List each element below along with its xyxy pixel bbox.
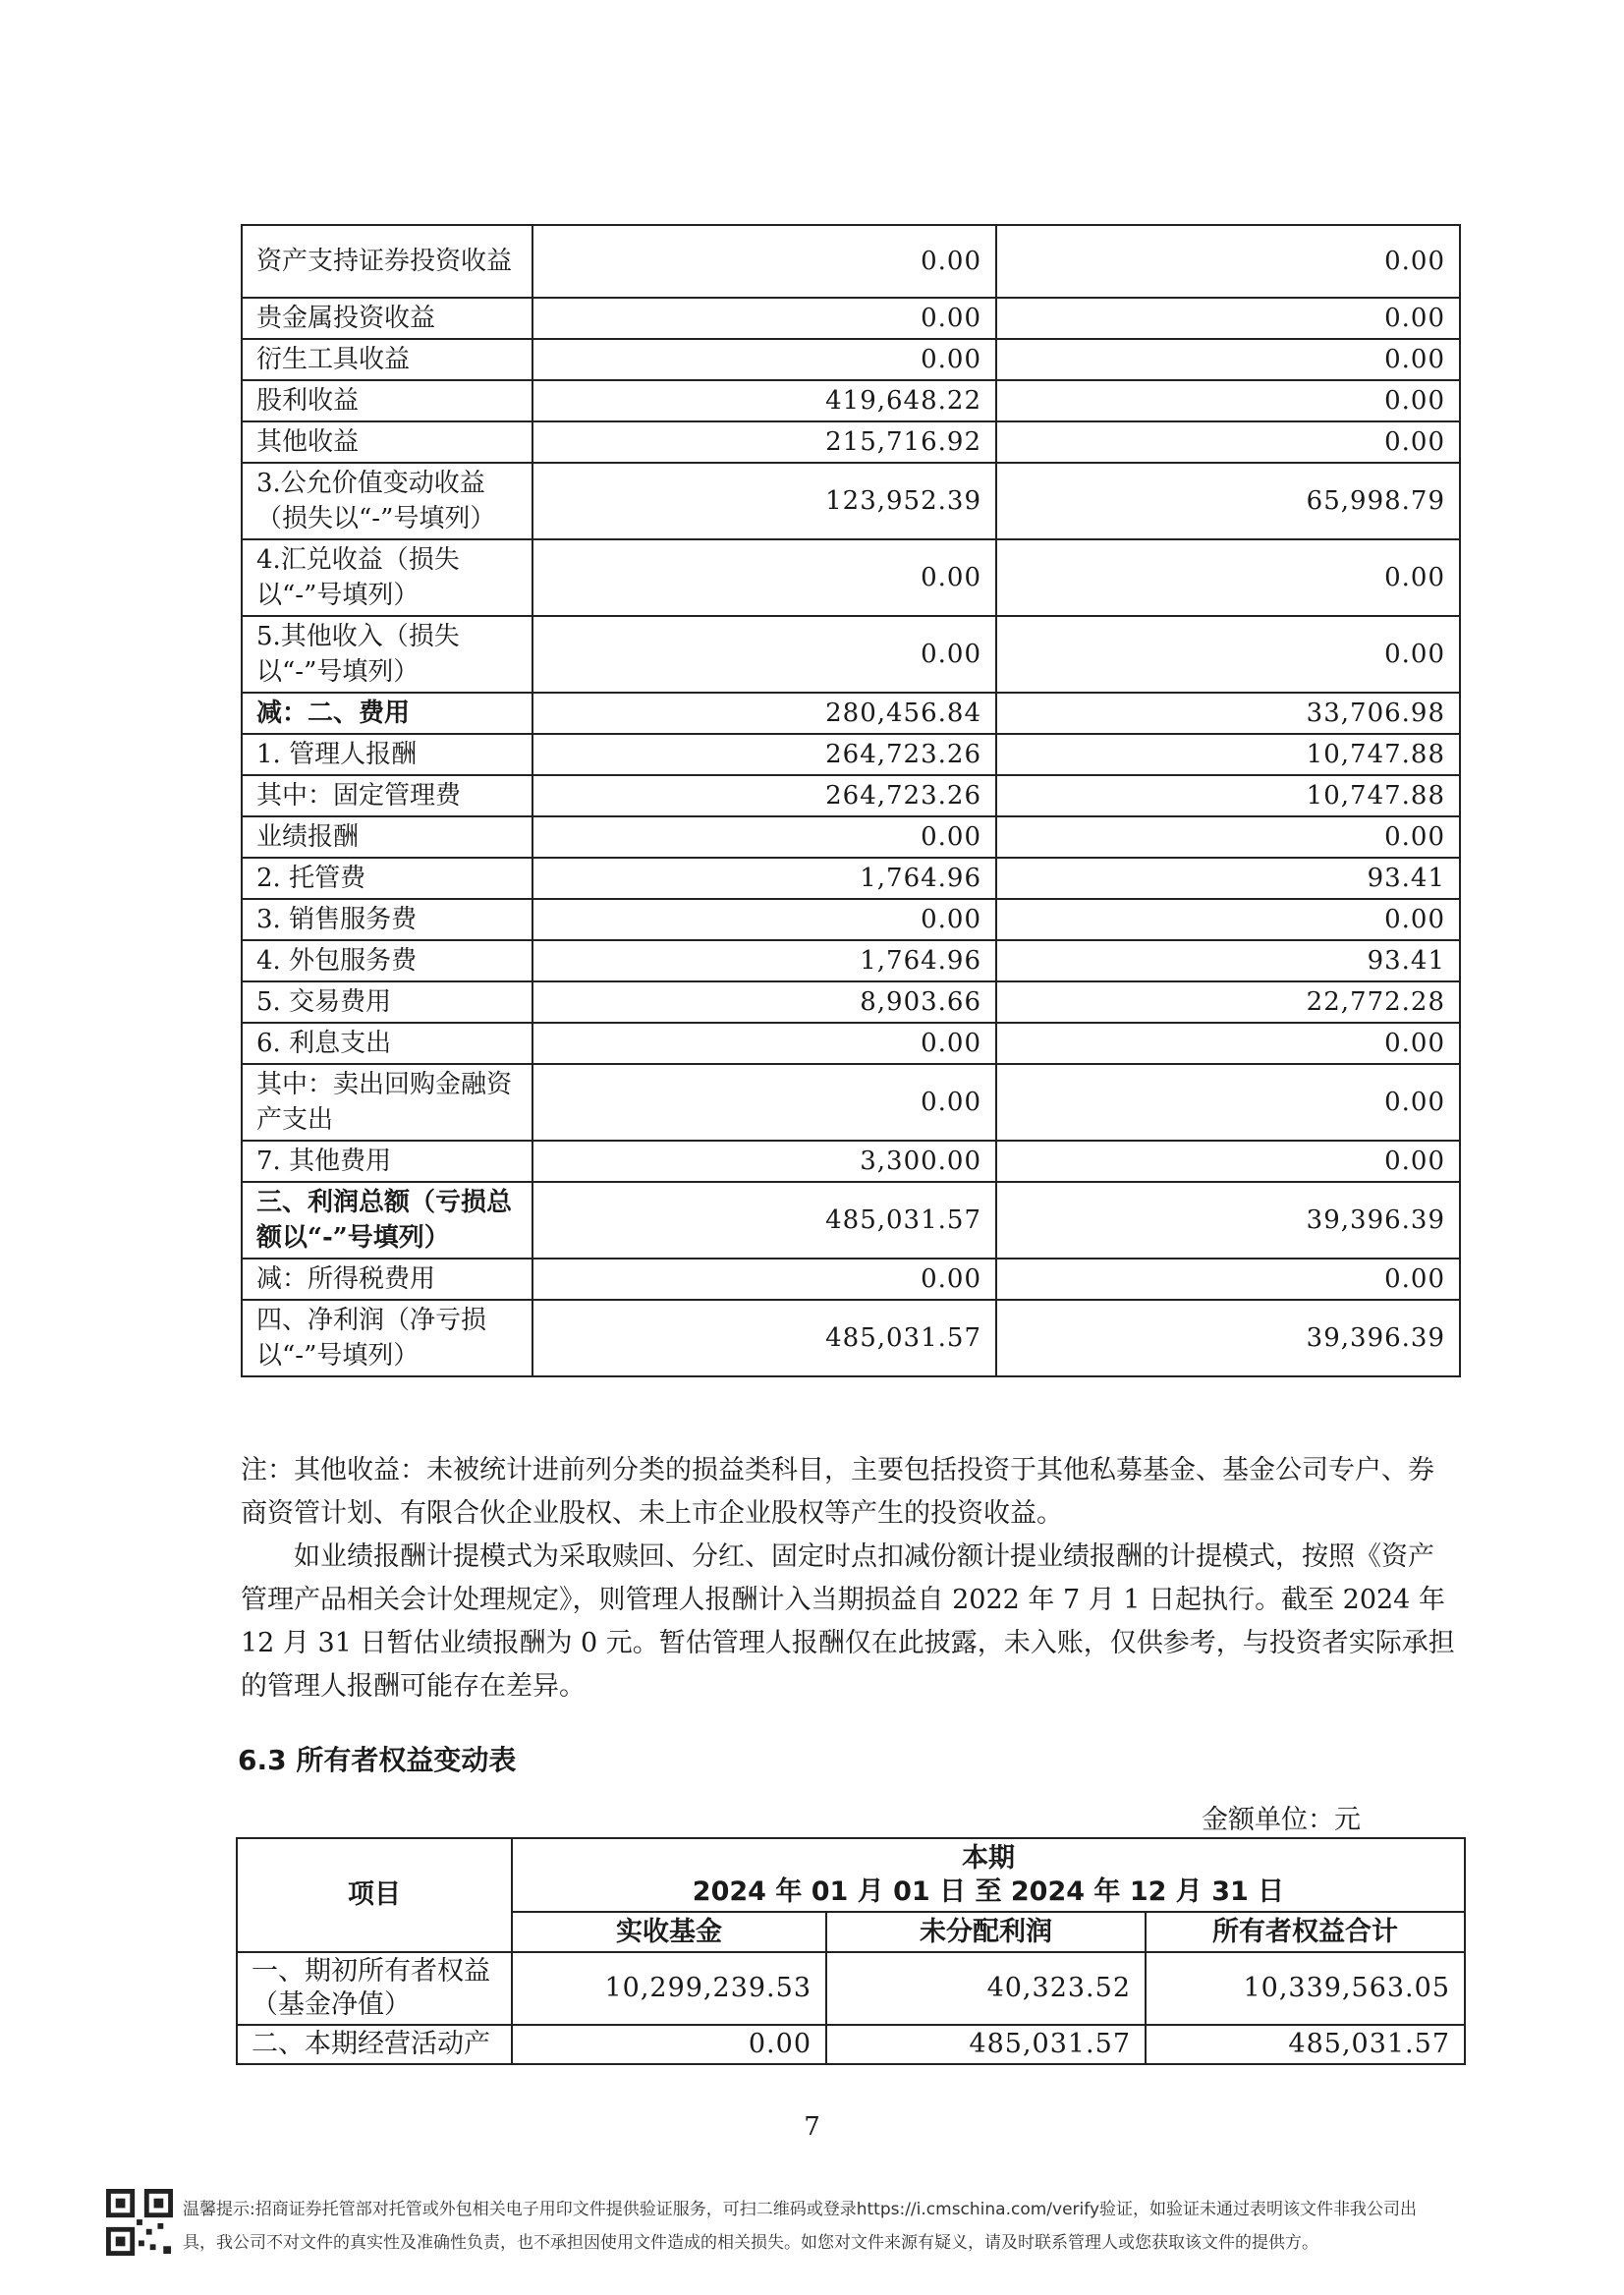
income-row [242,1023,1460,1064]
income-row-current-value: 0.00 [532,225,996,298]
income-row-current-value: 0.00 [532,339,996,380]
income-row-current-value: 264,723.26 [532,775,996,816]
equity-header-row [237,1838,1465,1912]
income-row [242,339,1460,380]
income-row [242,1300,1460,1376]
period-label: 本期 [962,1842,1015,1874]
income-row-label: 其中：固定管理费 [242,775,532,816]
income-row-label: 6. 利息支出 [242,1023,532,1064]
income-statement-table [241,224,1461,1377]
income-row-label: 4.汇兑收益（损失以“-”号填列） [242,539,532,616]
income-row-prior-value: 0.00 [996,421,1460,463]
income-row-current-value: 0.00 [532,298,996,339]
income-row [242,1064,1460,1141]
equity-row-label: 二、本期经营活动产 [237,2025,512,2064]
equity-row-value: 0.00 [512,2025,826,2064]
income-row-prior-value: 33,706.98 [996,693,1460,734]
income-row-current-value: 0.00 [532,1064,996,1141]
income-row-label: 1. 管理人报酬 [242,734,532,775]
equity-row-value: 10,339,563.05 [1146,1952,1465,2025]
income-row-current-value: 123,952.39 [532,463,996,539]
income-row [242,463,1460,539]
period-header [512,1838,1465,1912]
equity-row-value: 40,323.52 [826,1952,1146,2025]
income-row-current-value: 485,031.57 [532,1182,996,1259]
income-row-current-value: 0.00 [532,1259,996,1300]
income-row-label: 四、净利润（净亏损以“-”号填列） [242,1300,532,1376]
income-row-label: 5.其他收入（损失以“-”号填列） [242,616,532,693]
period-range: 2024 年 01 月 01 日 至 2024 年 12 月 31 日 [692,1875,1285,1907]
notes-block [241,1449,1459,1708]
equity-row [237,1952,1465,2025]
income-statement-body [242,225,1460,1376]
income-row [242,775,1460,816]
income-row-label: 3. 销售服务费 [242,899,532,940]
income-row-prior-value: 0.00 [996,225,1460,298]
income-row [242,734,1460,775]
income-row-label: 2. 托管费 [242,858,532,899]
income-row-current-value: 264,723.26 [532,734,996,775]
income-row [242,421,1460,463]
income-row-label: 4. 外包服务费 [242,940,532,981]
income-row-label: 其他收益 [242,421,532,463]
equity-row-label: 一、期初所有者权益（基金净值） [237,1952,512,2025]
footer-disclaimer [183,2193,1460,2260]
income-row-prior-value: 39,396.39 [996,1300,1460,1376]
income-row-label: 减：二、费用 [242,693,532,734]
income-row-current-value: 485,031.57 [532,1300,996,1376]
income-row-prior-value: 93.41 [996,858,1460,899]
income-row-label: 5. 交易费用 [242,981,532,1023]
page-number: 7 [804,2112,820,2142]
income-row-label: 减：所得税费用 [242,1259,532,1300]
income-row-prior-value: 10,747.88 [996,775,1460,816]
note-other-income: 注：其他收益：未被统计进前列分类的损益类科目，主要包括投资于其他私募基金、基金公司专户、券商资管计划、有限合伙企业股权、未上市企业股权等产生的投资收益。 [241,1455,1434,1529]
income-row-label: 资产支持证券投资收益 [242,225,532,298]
income-row-prior-value: 0.00 [996,1064,1460,1141]
income-row-prior-value: 0.00 [996,1259,1460,1300]
income-row [242,298,1460,339]
income-row-prior-value: 0.00 [996,1141,1460,1182]
income-row [242,981,1460,1023]
income-row-current-value: 1,764.96 [532,858,996,899]
income-row-current-value: 0.00 [532,816,996,858]
income-row [242,1182,1460,1259]
income-row-prior-value: 0.00 [996,1023,1460,1064]
income-row [242,1259,1460,1300]
income-row-prior-value: 0.00 [996,380,1460,421]
income-row [242,225,1460,298]
section-title: 6.3 所有者权益变动表 [238,1744,517,1776]
equity-row-value: 10,299,239.53 [512,1952,826,2025]
income-row-prior-value: 22,772.28 [996,981,1460,1023]
income-row [242,616,1460,693]
income-row-current-value: 215,716.92 [532,421,996,463]
income-row [242,940,1460,981]
income-row-current-value: 0.00 [532,616,996,693]
income-row-current-value: 419,648.22 [532,380,996,421]
income-row-prior-value: 39,396.39 [996,1182,1460,1259]
equity-row-value: 485,031.57 [826,2025,1146,2064]
col-header-undistributed: 未分配利润 [826,1912,1146,1952]
income-row-current-value: 8,903.66 [532,981,996,1023]
qr-code-icon[interactable] [106,2189,173,2256]
income-row [242,816,1460,858]
footer-line: 温馨提示:招商证券托管部对托管或外包相关电子用印文件提供验证服务，可扫二维码或登录https://i.cmschina.com/verify验证，如验证未通过表明该文件非我公司出 [183,2200,1418,2219]
footer-line: 具，我公司不对文件的真实性及准确性负责，也不承担因使用文件造成的相关损失。如您对文件来源有疑义，请及时联系管理人或您获取该文件的提供方。 [183,2233,1318,2253]
income-row-prior-value: 0.00 [996,339,1460,380]
col-header-paid-in: 实收基金 [512,1912,826,1952]
income-row-current-value: 280,456.84 [532,693,996,734]
income-row-label: 三、利润总额（亏损总额以“-”号填列） [242,1182,532,1259]
income-row-prior-value: 93.41 [996,940,1460,981]
income-row [242,899,1460,940]
col-header-total-equity: 所有者权益合计 [1146,1912,1465,1952]
note-performance-fee: 如业绩报酬计提模式为采取赎回、分红、固定时点扣减份额计提业绩报酬的计提模式，按照《资产管理产品相关会计处理规定》，则管理人报酬计入当期损益自 2022 年 7 月 1 日起执行。截至 2024 年 12 月 31 日暂估业绩报酬为 0 元。暂估管理人报酬仅在此披露，未入账，仅供参考，与投资者实际承担的管理人报酬可能存在差异。 [241,1541,1455,1702]
income-row [242,539,1460,616]
income-row-label: 股利收益 [242,380,532,421]
equity-change-table [236,1837,1466,2065]
income-row-current-value: 0.00 [532,539,996,616]
income-row [242,858,1460,899]
income-row-prior-value: 0.00 [996,539,1460,616]
income-row-label: 3.公允价值变动收益（损失以“-”号填列） [242,463,532,539]
income-row-prior-value: 0.00 [996,616,1460,693]
income-row-label: 其中：卖出回购金融资产支出 [242,1064,532,1141]
income-row-prior-value: 0.00 [996,899,1460,940]
equity-row-value: 485,031.57 [1146,2025,1465,2064]
income-row [242,693,1460,734]
income-row-label: 衍生工具收益 [242,339,532,380]
income-row-current-value: 3,300.00 [532,1141,996,1182]
amount-unit-label: 金额单位：元 [1202,1805,1361,1835]
income-row-prior-value: 0.00 [996,816,1460,858]
income-row-label: 贵金属投资收益 [242,298,532,339]
income-row-current-value: 0.00 [532,899,996,940]
income-row-current-value: 1,764.96 [532,940,996,981]
equity-row [237,2025,1465,2064]
income-row-label: 业绩报酬 [242,816,532,858]
income-row-prior-value: 65,998.79 [996,463,1460,539]
income-row-prior-value: 10,747.88 [996,734,1460,775]
income-row-current-value: 0.00 [532,1023,996,1064]
income-row-label: 7. 其他费用 [242,1141,532,1182]
income-row [242,380,1460,421]
income-row-prior-value: 0.00 [996,298,1460,339]
income-row [242,1141,1460,1182]
item-header: 项目 [237,1838,512,1952]
